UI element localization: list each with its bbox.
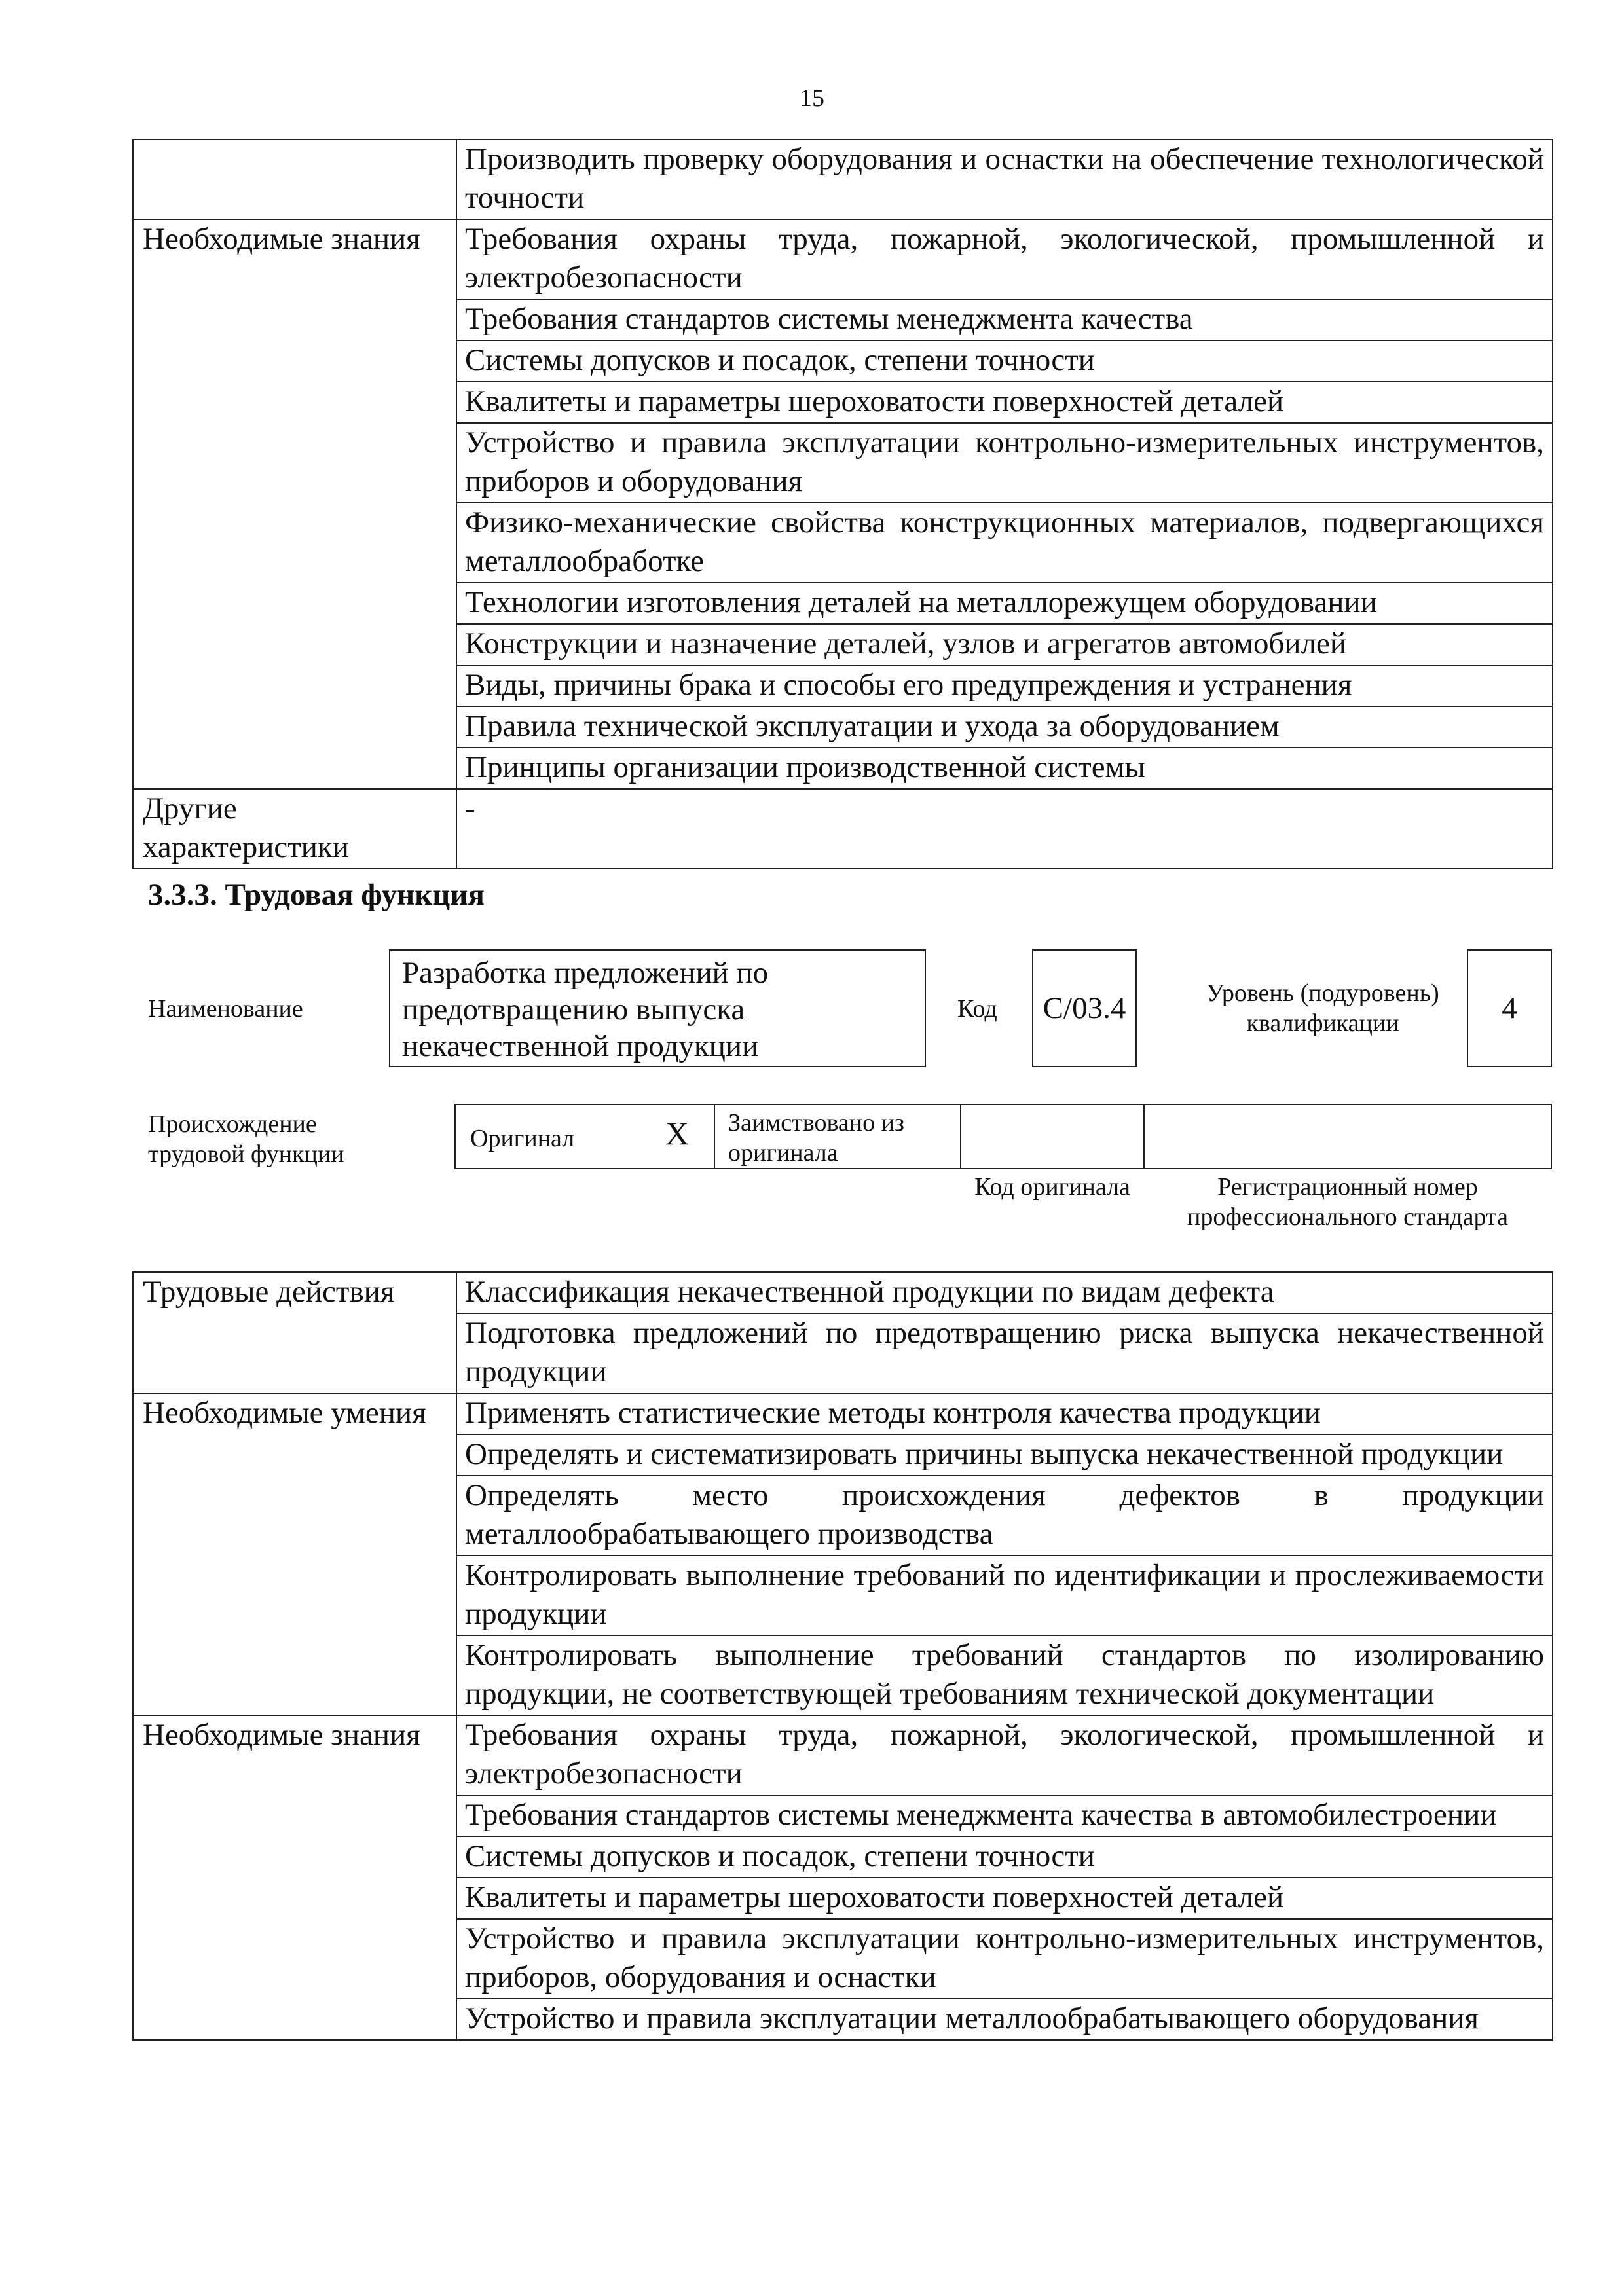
row-label-cell: Другие характеристики — [133, 789, 456, 869]
row-value-cell: Устройство и правила эксплуатации контрольно-измерительных инструментов, приборов, оборудования и оснастки — [456, 1919, 1553, 1999]
table-row — [133, 423, 1553, 503]
row-label-cell — [133, 1999, 456, 2040]
row-value-cell: Определять и систематизировать причины выпуска некачественной продукции — [456, 1434, 1553, 1476]
row-label-cell: Необходимые знания — [133, 1715, 456, 1795]
row-label-cell — [133, 1878, 456, 1919]
table-row — [133, 706, 1553, 748]
row-label-cell — [133, 624, 456, 665]
row-label-cell — [133, 665, 456, 706]
row-value-cell: Системы допусков и посадок, степени точности — [456, 1836, 1553, 1878]
row-label-cell — [133, 1556, 456, 1635]
table-row — [133, 1836, 1553, 1878]
row-value-cell: Квалитеты и параметры шероховатости поверхностей деталей — [456, 1878, 1553, 1919]
original-code-cell — [960, 1104, 1145, 1169]
row-value-cell: Производить проверку оборудования и оснастки на обеспечение технологической точности — [456, 139, 1553, 219]
table-row — [133, 1635, 1553, 1715]
table-row — [133, 624, 1553, 665]
row-value-cell: Применять статистические методы контроля качества продукции — [456, 1393, 1553, 1434]
row-value-cell: Виды, причины брака и способы его предупреждения и устранения — [456, 665, 1553, 706]
original-code-caption: Код оригинала — [974, 1173, 1130, 1201]
function-name-field: Разработка предложений по предотвращению выпуска некачественной продукции — [389, 949, 926, 1067]
row-label-cell — [133, 748, 456, 789]
row-value-cell: Системы допусков и посадок, степени точности — [456, 340, 1553, 382]
row-label-cell: Трудовые действия — [133, 1272, 456, 1313]
registration-number-cell — [1143, 1104, 1552, 1169]
row-label-cell — [133, 1919, 456, 1999]
code-label: Код — [957, 995, 997, 1023]
row-value-cell: Физико-механические свойства конструкционных материалов, подвергающихся металлообработке — [456, 503, 1553, 583]
row-label-cell — [133, 299, 456, 340]
row-label-cell — [133, 340, 456, 382]
table-row — [133, 382, 1553, 423]
row-value-cell: Требования охраны труда, пожарной, экологической, промышленной и электробезопасности — [456, 219, 1553, 299]
table-row — [133, 665, 1553, 706]
table-row — [133, 1272, 1553, 1313]
row-label-cell — [133, 423, 456, 503]
row-value-cell: Правила технической эксплуатации и ухода за оборудованием — [456, 706, 1553, 748]
row-label-cell — [133, 1635, 456, 1715]
row-value-cell: Принципы организации производственной системы — [456, 748, 1553, 789]
origin-label: Происхождение трудовой функции — [148, 1110, 344, 1168]
table-row — [133, 1795, 1553, 1836]
row-value-cell: Устройство и правила эксплуатации металлообрабатывающего оборудования — [456, 1999, 1553, 2040]
table-row — [133, 583, 1553, 624]
table-row — [133, 748, 1553, 789]
table-row — [133, 789, 1553, 869]
table-row — [133, 1556, 1553, 1635]
row-value-cell: Конструкции и назначение деталей, узлов и агрегатов автомобилей — [456, 624, 1553, 665]
table-row — [133, 1878, 1553, 1919]
table-row — [133, 340, 1553, 382]
row-label-cell — [133, 503, 456, 583]
row-label-cell: Необходимые знания — [133, 219, 456, 299]
row-label-cell: Необходимые умения — [133, 1393, 456, 1434]
qualification-level-label: Уровень (подуровень) квалификации — [1206, 979, 1439, 1037]
qualification-level-field: 4 — [1467, 949, 1552, 1067]
row-value-cell: Классификация некачественной продукции по видам дефекта — [456, 1272, 1553, 1313]
table-row — [133, 139, 1553, 219]
row-value-cell: Требования стандартов системы менеджмента качества — [456, 299, 1553, 340]
table-row — [133, 1393, 1553, 1434]
row-label-cell — [133, 706, 456, 748]
table-row — [133, 1434, 1553, 1476]
row-label-cell — [133, 1836, 456, 1878]
borrowed-label: Заимствовано из оригинала — [728, 1109, 904, 1167]
row-label-cell — [133, 139, 456, 219]
table-row — [133, 1715, 1553, 1795]
row-value-cell: Квалитеты и параметры шероховатости поверхностей деталей — [456, 382, 1553, 423]
knowledge-table-continued — [132, 139, 1553, 869]
row-value-cell: Определять место происхождения дефектов в продукции металлообрабатывающего производства — [456, 1476, 1553, 1556]
row-value-cell: Требования стандартов системы менеджмента качества в автомобилестроении — [456, 1795, 1553, 1836]
table-row — [133, 1476, 1553, 1556]
labor-function-table — [132, 1271, 1553, 2041]
row-value-cell: - — [456, 789, 1553, 869]
row-value-cell: Устройство и правила эксплуатации контрольно-измерительных инструментов, приборов и оборудования — [456, 423, 1553, 503]
row-value-cell: Контролировать выполнение требований стандартов по изолированию продукции, не соответствующей требованиям технической документации — [456, 1635, 1553, 1715]
row-label-cell — [133, 1795, 456, 1836]
name-label: Наименование — [148, 995, 303, 1023]
table-row — [133, 1313, 1553, 1393]
function-code-field: C/03.4 — [1032, 949, 1137, 1067]
row-value-cell: Требования охраны труда, пожарной, экологической, промышленной и электробезопасности — [456, 1715, 1553, 1795]
registration-number-caption: Регистрационный номер профессионального стандарта — [1187, 1173, 1508, 1231]
row-value-cell: Технологии изготовления деталей на металлорежущем оборудовании — [456, 583, 1553, 624]
section-heading: 3.3.3. Трудовая функция — [148, 878, 485, 912]
original-label: Оригинал — [470, 1125, 575, 1152]
row-value-cell: Контролировать выполнение требований по идентификации и прослеживаемости продукции — [456, 1556, 1553, 1635]
page-number: 15 — [800, 84, 824, 112]
table-row — [133, 299, 1553, 340]
row-label-cell — [133, 1313, 456, 1393]
row-label-cell — [133, 1434, 456, 1476]
row-label-cell — [133, 1476, 456, 1556]
row-label-cell — [133, 583, 456, 624]
row-label-cell — [133, 382, 456, 423]
original-check-mark: X — [665, 1115, 690, 1152]
table-row — [133, 219, 1553, 299]
row-value-cell: Подготовка предложений по предотвращению риска выпуска некачественной продукции — [456, 1313, 1553, 1393]
table-row — [133, 1999, 1553, 2040]
table-row — [133, 1919, 1553, 1999]
table-row — [133, 503, 1553, 583]
